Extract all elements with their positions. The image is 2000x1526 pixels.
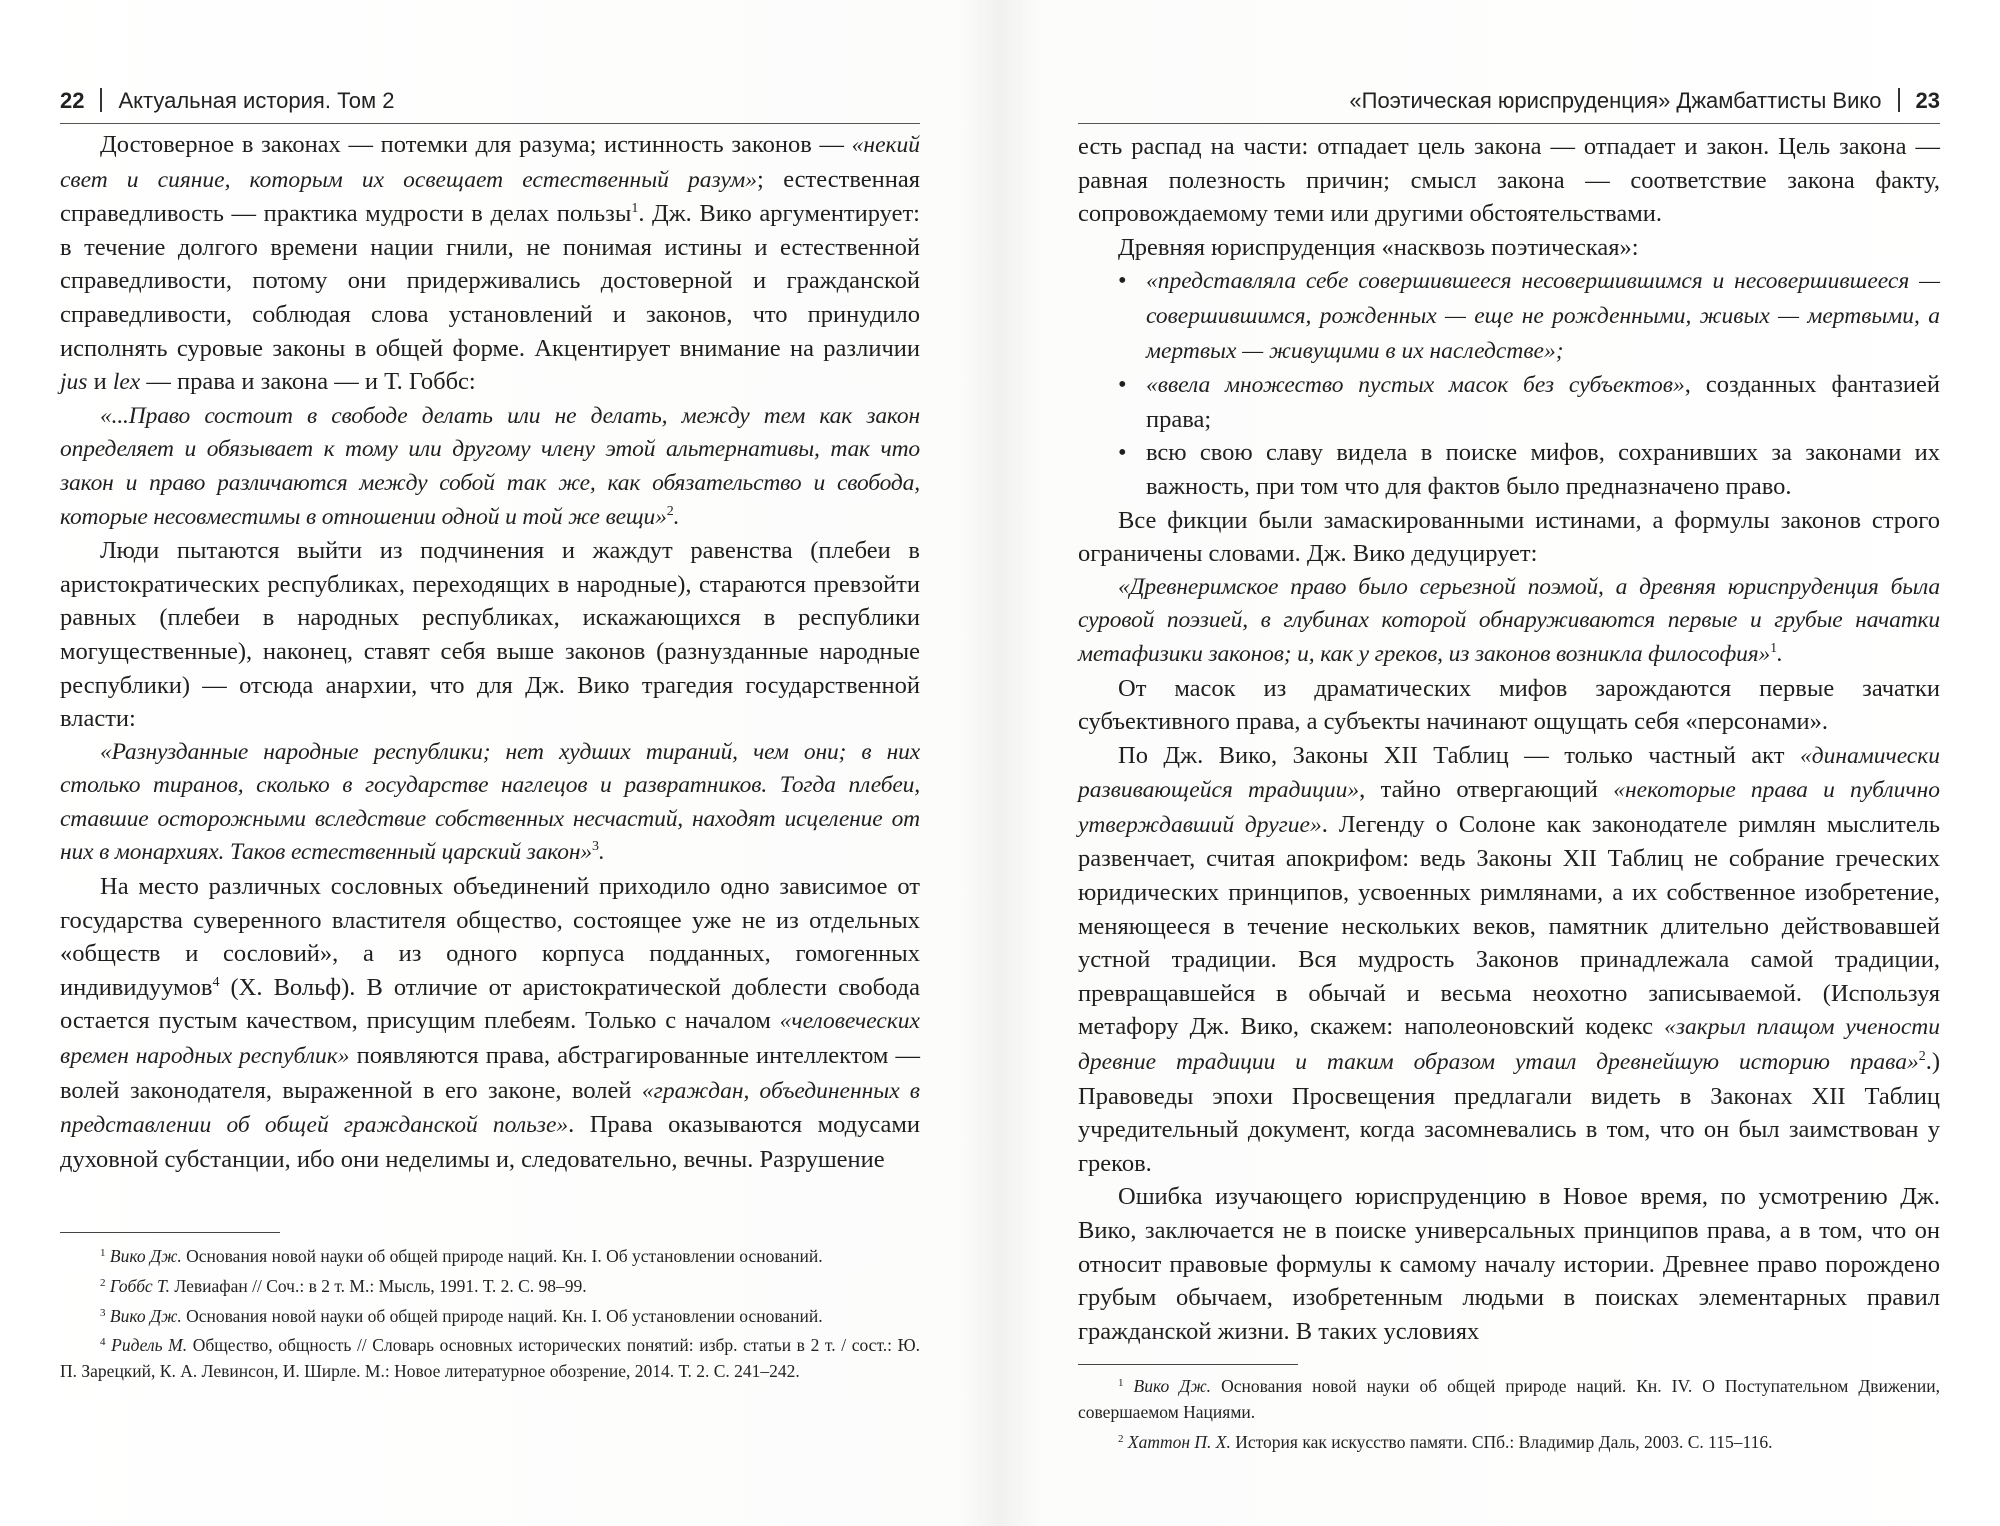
- paragraph: Древняя юриспруденция «насквозь поэтическая»:: [1118, 233, 1639, 261]
- block-quote: «...Право состоит в свободе делать или не делать, между тем как закон определяет и обязывает к тому или другому члену этой альтернативы, так что закон и право различаются между собой так же, как обязательство и свобода, которые несовместимы в отношении одной и той же вещи»$^2$.: [60, 402, 920, 530]
- paragraph: От масок из драматических мифов зарождаются первые зачатки субъективного права, а субъекты начинают ощущать себя «персонами».: [1078, 674, 1940, 736]
- body-text: [60, 128, 920, 1176]
- header-divider: [100, 88, 102, 112]
- block-quote: «Разнузданные народные республики; нет худших тираний, чем они; в них столько тиранов, сколько в государстве наглецов и развратников. Тогда плебеи, ставшие осторожными вследствие собственных несчастий, находят исцеление от них в монархиях. Таков естественный царский закон»$^3$.: [60, 738, 920, 866]
- paragraph: есть распад на части: отпадает цель закона — отпадает и закон. Цель закона — равная полезность причин; смысл закона — соответствие закона факту, сопровождаемому теми или другими обстоятельствами.: [1078, 133, 1940, 228]
- running-header: [60, 88, 920, 122]
- paragraph: Ошибка изучающего юриспруденцию в Новое время, по усмотрению Дж. Вико, заключается не в поиске универсальных принципов права, а в том, что он относит правовые формулы к самому началу истории. Древнее право порождено грубым обычаем, изобретенным людьми в поисках элементарных правил гражданской жизни. В таких условиях: [1078, 1183, 1940, 1345]
- left-page: [60, 0, 920, 1526]
- page-number: 22: [60, 88, 85, 113]
- body-text: [1078, 130, 1940, 1348]
- footnote-rule: [1078, 1364, 1298, 1365]
- footnote: $^1$ Вико Дж. Основания новой науки об общей природе наций. Кн. IV. О Поступательном Движении, совершаемом Нациями.: [1078, 1376, 1940, 1422]
- header-rule: [60, 123, 920, 124]
- footnote-rule: [60, 1232, 280, 1233]
- footnote: $^1$ Вико Дж. Основания новой науки об общей природе наций. Кн. I. Об установлении оснований.: [100, 1246, 823, 1266]
- paragraph: Все фикции были замаскированными истинами, а формулы законов строго ограничены словами. Дж. Вико дедуцирует:: [1078, 506, 1940, 568]
- block-quote: «Древнеримское право было серьезной поэмой, а древняя юриспруденция была суровой поэзией, в глубинах которой обнаруживаются первые и грубые начатки метафизики законов; и, как у греков, из законов возникла философия»$^1$.: [1078, 573, 1940, 667]
- paragraph: На место различных сословных объединений приходило одно зависимое от государства суверенного властителя общество, состоящее уже не из отдельных «обществ и сословий», а из одного корпуса подданных, гомогенных индивидуумов$^4$ (Х. Вольф). В отличие от аристократической доблести свобода остается пустым качеством, присущим плебеям. Только с началом «человеческих времен народных республик» появляются права, абстрагированные интеллектом — волей законодателя, выраженной в его законе, волей «граждан, объединенных в представлении об общей гражданской пользе». Права оказываются модусами духовной субстанции, ибо они неделимы и, следовательно, вечны. Разрушение: [60, 873, 921, 1173]
- page-number: 23: [1915, 88, 1940, 113]
- footnotes: [1078, 1374, 1940, 1459]
- header-rule: [1078, 123, 1940, 124]
- paragraph: Люди пытаются выйти из подчинения и жаждут равенства (плебеи в аристократических республиках, переходящих в народные), стараются превзойти равных (плебеи в народных республиках, искажающихся в республики могущественные), наконец, ставят себя выше законов (разнузданные народные республики) — отсюда анархии, что для Дж. Вико трагедия государственной власти:: [60, 537, 920, 733]
- bullet-list: [1078, 264, 1940, 503]
- running-header: [1078, 88, 1940, 122]
- footnote: $^2$ Гоббс Т. Левиафан // Соч.: в 2 т. М.: Мысль, 1991. Т. 2. С. 98–99.: [100, 1275, 587, 1296]
- paragraph: По Дж. Вико, Законы XII Таблиц — только частный акт «динамически развивающейся традиции», тайно отвергающий «некоторые права и публично утверждавший другие». Легенду о Солоне как законодателе римлян мыслитель развенчает, считая апокрифом: ведь Законы XII Таблиц не собрание греческих юридических принципов, усвоенных римлянами, а их собственное изобретение, меняющееся в течение нескольких веков, памятник длительно действовавшей устной традиции. Вся мудрость Законов принадлежала самой традиции, превращавшейся в обычай и весьма неохотно записываемой. (Используя метафору Дж. Вико, скажем: наполеоновский кодекс «закрыл плащом учености древние традиции и таким образом утаил древнейшую историю права»$^2$.) Правоведы эпохи Просвещения предлагали видеть в Законах XII Таблиц учредительный документ, когда засомневались в том, что он был заимствован у греков.: [1078, 741, 1941, 1177]
- running-title: Актуальная история. Том 2: [118, 88, 395, 113]
- header-divider: [1898, 88, 1900, 112]
- footnotes: [60, 1244, 920, 1389]
- list-item: • «ввела множество пустых масок без субъектов», созданных фантазией права;: [1118, 368, 1940, 436]
- footnote: $^4$ Ридель М. Общество, общность // Словарь основных исторических понятий: избр. статьи в 2 т. / сост.: Ю. П. Зарецкий, К. А. Левинсон, И. Ширле. М.: Новое литературное обозрение, 2014. Т. 2. С. 241–242.: [60, 1335, 920, 1382]
- running-title: «Поэтическая юриспруденция» Джамбаттисты Вико: [1349, 88, 1882, 113]
- list-item: • «представляла себе совершившееся несовершившимся и несовершившееся — совершившимся, рожденных — еще не рожденными, живых — мертвыми, а мертвых — живущими в их наследстве»;: [1118, 264, 1940, 368]
- list-item: • всю свою славу видела в поиске мифов, сохранивших за законами их важность, при том что для фактов было предназначено право.: [1118, 436, 1940, 503]
- paragraph: Достоверное в законах — потемки для разума; истинность законов — «некий свет и сияние, которым их освещает естественный разум»; естественная справедливость — практика мудрости в делах пользы$^1$. Дж. Вико аргументирует: в течение долгого времени нации гнили, не понимая истины и естественной справедливости, потому они придерживались достоверной и гражданской справедливости, соблюдая слова установлений и законов, что принудило исполнять суровые законы в общей форме. Акцентирует внимание на различии jus и lex — права и закона — и Т. Гоббс:: [60, 131, 920, 396]
- right-page: [1078, 0, 1940, 1526]
- footnote: $^3$ Вико Дж. Основания новой науки об общей природе наций. Кн. I. Об установлении оснований.: [100, 1305, 823, 1326]
- footnote: $^2$ Хаттон П. Х. История как искусство памяти. СПб.: Владимир Даль, 2003. С. 115–116.: [1118, 1431, 1773, 1452]
